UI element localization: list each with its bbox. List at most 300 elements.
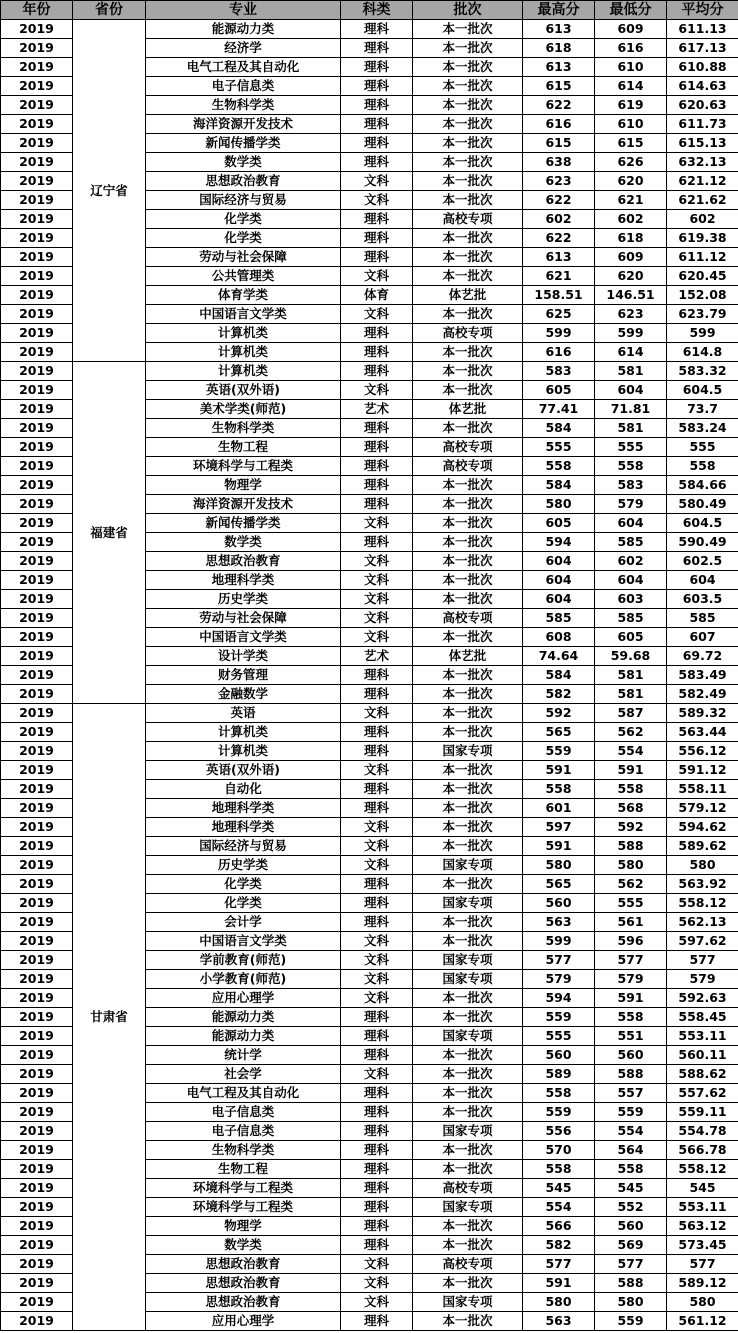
- cell-min-score: 580: [595, 1293, 667, 1312]
- cell-max-score: 591: [523, 1274, 595, 1293]
- cell-batch: 本一批次: [413, 1008, 523, 1027]
- cell-avg-score: 607: [667, 628, 738, 647]
- cell-subject-type: 理科: [341, 723, 413, 742]
- cell-batch: 本一批次: [413, 932, 523, 951]
- cell-subject-type: 文科: [341, 628, 413, 647]
- cell-max-score: 584: [523, 666, 595, 685]
- cell-batch: 本一批次: [413, 58, 523, 77]
- cell-year: 2019: [1, 438, 73, 457]
- cell-major: 计算机类: [146, 362, 341, 381]
- cell-max-score: 570: [523, 1141, 595, 1160]
- cell-avg-score: 563.12: [667, 1217, 738, 1236]
- cell-max-score: 582: [523, 685, 595, 704]
- cell-min-score: 559: [595, 1103, 667, 1122]
- cell-year: 2019: [1, 742, 73, 761]
- cell-avg-score: 583.32: [667, 362, 738, 381]
- cell-year: 2019: [1, 590, 73, 609]
- cell-province: 甘肃省: [73, 704, 146, 1331]
- cell-min-score: 568: [595, 799, 667, 818]
- cell-subject-type: 理科: [341, 495, 413, 514]
- cell-batch: 国家专项: [413, 856, 523, 875]
- cell-subject-type: 文科: [341, 1065, 413, 1084]
- header-major: 专业: [146, 1, 341, 20]
- cell-avg-score: 580: [667, 1293, 738, 1312]
- cell-max-score: 558: [523, 780, 595, 799]
- cell-min-score: 588: [595, 1274, 667, 1293]
- cell-year: 2019: [1, 495, 73, 514]
- cell-batch: 本一批次: [413, 1084, 523, 1103]
- cell-subject-type: 理科: [341, 1103, 413, 1122]
- cell-year: 2019: [1, 875, 73, 894]
- cell-max-score: 560: [523, 894, 595, 913]
- cell-year: 2019: [1, 647, 73, 666]
- cell-subject-type: 文科: [341, 609, 413, 628]
- cell-batch: 本一批次: [413, 989, 523, 1008]
- cell-subject-type: 理科: [341, 1027, 413, 1046]
- cell-min-score: 618: [595, 229, 667, 248]
- cell-batch: 体艺批: [413, 647, 523, 666]
- cell-max-score: 604: [523, 571, 595, 590]
- cell-max-score: 616: [523, 343, 595, 362]
- cell-major: 社会学: [146, 1065, 341, 1084]
- cell-subject-type: 理科: [341, 457, 413, 476]
- cell-year: 2019: [1, 476, 73, 495]
- cell-min-score: 609: [595, 248, 667, 267]
- cell-min-score: 558: [595, 780, 667, 799]
- cell-year: 2019: [1, 400, 73, 419]
- cell-avg-score: 580: [667, 856, 738, 875]
- cell-year: 2019: [1, 552, 73, 571]
- cell-batch: 本一批次: [413, 1236, 523, 1255]
- cell-max-score: 621: [523, 267, 595, 286]
- cell-avg-score: 558.45: [667, 1008, 738, 1027]
- cell-batch: 本一批次: [413, 419, 523, 438]
- cell-subject-type: 文科: [341, 191, 413, 210]
- cell-avg-score: 555: [667, 438, 738, 457]
- cell-avg-score: 560.11: [667, 1046, 738, 1065]
- cell-min-score: 560: [595, 1217, 667, 1236]
- cell-subject-type: 理科: [341, 58, 413, 77]
- cell-min-score: 620: [595, 172, 667, 191]
- cell-year: 2019: [1, 362, 73, 381]
- cell-subject-type: 理科: [341, 685, 413, 704]
- cell-batch: 本一批次: [413, 571, 523, 590]
- cell-year: 2019: [1, 1274, 73, 1293]
- cell-max-score: 580: [523, 495, 595, 514]
- cell-max-score: 608: [523, 628, 595, 647]
- cell-major: 能源动力类: [146, 1027, 341, 1046]
- cell-max-score: 622: [523, 96, 595, 115]
- cell-year: 2019: [1, 685, 73, 704]
- cell-year: 2019: [1, 305, 73, 324]
- cell-major: 设计学类: [146, 647, 341, 666]
- cell-max-score: 613: [523, 58, 595, 77]
- cell-subject-type: 理科: [341, 419, 413, 438]
- cell-subject-type: 文科: [341, 514, 413, 533]
- cell-subject-type: 理科: [341, 894, 413, 913]
- header-avg-score: 平均分: [667, 1, 738, 20]
- cell-year: 2019: [1, 1008, 73, 1027]
- cell-batch: 本一批次: [413, 77, 523, 96]
- cell-year: 2019: [1, 324, 73, 343]
- cell-min-score: 577: [595, 1255, 667, 1274]
- header-year: 年份: [1, 1, 73, 20]
- cell-max-score: 613: [523, 248, 595, 267]
- cell-avg-score: 583.24: [667, 419, 738, 438]
- cell-year: 2019: [1, 1122, 73, 1141]
- cell-max-score: 556: [523, 1122, 595, 1141]
- cell-min-score: 592: [595, 818, 667, 837]
- cell-year: 2019: [1, 1255, 73, 1274]
- cell-subject-type: 文科: [341, 704, 413, 723]
- cell-min-score: 558: [595, 1008, 667, 1027]
- cell-max-score: 558: [523, 1160, 595, 1179]
- cell-batch: 本一批次: [413, 761, 523, 780]
- cell-batch: 本一批次: [413, 134, 523, 153]
- cell-major: 计算机类: [146, 343, 341, 362]
- cell-year: 2019: [1, 1160, 73, 1179]
- cell-year: 2019: [1, 267, 73, 286]
- cell-min-score: 619: [595, 96, 667, 115]
- cell-batch: 本一批次: [413, 495, 523, 514]
- cell-max-score: 563: [523, 1312, 595, 1331]
- cell-min-score: 620: [595, 267, 667, 286]
- cell-max-score: 579: [523, 970, 595, 989]
- cell-subject-type: 理科: [341, 799, 413, 818]
- cell-max-score: 558: [523, 457, 595, 476]
- cell-batch: 本一批次: [413, 590, 523, 609]
- cell-min-score: 581: [595, 362, 667, 381]
- cell-batch: 高校专项: [413, 1179, 523, 1198]
- cell-year: 2019: [1, 799, 73, 818]
- header-min-score: 最低分: [595, 1, 667, 20]
- cell-batch: 本一批次: [413, 723, 523, 742]
- cell-major: 历史学类: [146, 590, 341, 609]
- cell-max-score: 582: [523, 1236, 595, 1255]
- cell-batch: 国家专项: [413, 1198, 523, 1217]
- cell-major: 数学类: [146, 533, 341, 552]
- cell-year: 2019: [1, 913, 73, 932]
- cell-min-score: 552: [595, 1198, 667, 1217]
- cell-min-score: 561: [595, 913, 667, 932]
- cell-batch: 本一批次: [413, 362, 523, 381]
- cell-min-score: 551: [595, 1027, 667, 1046]
- cell-year: 2019: [1, 970, 73, 989]
- cell-year: 2019: [1, 533, 73, 552]
- cell-year: 2019: [1, 191, 73, 210]
- cell-max-score: 604: [523, 590, 595, 609]
- cell-batch: 本一批次: [413, 875, 523, 894]
- cell-min-score: 585: [595, 533, 667, 552]
- cell-major: 电子信息类: [146, 77, 341, 96]
- cell-subject-type: 文科: [341, 837, 413, 856]
- cell-subject-type: 文科: [341, 590, 413, 609]
- cell-batch: 高校专项: [413, 324, 523, 343]
- cell-year: 2019: [1, 419, 73, 438]
- cell-avg-score: 617.13: [667, 39, 738, 58]
- cell-avg-score: 563.44: [667, 723, 738, 742]
- cell-major: 国际经济与贸易: [146, 837, 341, 856]
- cell-max-score: 594: [523, 989, 595, 1008]
- header-subject-type: 科类: [341, 1, 413, 20]
- cell-major: 新闻传播学类: [146, 134, 341, 153]
- cell-avg-score: 620.45: [667, 267, 738, 286]
- cell-batch: 本一批次: [413, 191, 523, 210]
- cell-min-score: 59.68: [595, 647, 667, 666]
- cell-major: 中国语言文学类: [146, 932, 341, 951]
- cell-subject-type: 理科: [341, 1198, 413, 1217]
- cell-avg-score: 557.62: [667, 1084, 738, 1103]
- cell-major: 能源动力类: [146, 1008, 341, 1027]
- table-body: [1, 20, 738, 1331]
- cell-major: 思想政治教育: [146, 1274, 341, 1293]
- cell-min-score: 602: [595, 210, 667, 229]
- cell-subject-type: 文科: [341, 172, 413, 191]
- cell-min-score: 554: [595, 1122, 667, 1141]
- cell-max-score: 560: [523, 1046, 595, 1065]
- cell-batch: 本一批次: [413, 39, 523, 58]
- cell-major: 化学类: [146, 875, 341, 894]
- cell-major: 英语: [146, 704, 341, 723]
- cell-min-score: 585: [595, 609, 667, 628]
- cell-avg-score: 583.49: [667, 666, 738, 685]
- cell-year: 2019: [1, 172, 73, 191]
- cell-min-score: 146.51: [595, 286, 667, 305]
- cell-major: 生物科学类: [146, 1141, 341, 1160]
- cell-max-score: 584: [523, 419, 595, 438]
- cell-major: 地理科学类: [146, 799, 341, 818]
- cell-major: 电气工程及其自动化: [146, 1084, 341, 1103]
- cell-subject-type: 文科: [341, 305, 413, 324]
- cell-max-score: 638: [523, 153, 595, 172]
- cell-avg-score: 594.62: [667, 818, 738, 837]
- cell-avg-score: 558.12: [667, 894, 738, 913]
- cell-max-score: 591: [523, 837, 595, 856]
- cell-subject-type: 理科: [341, 1046, 413, 1065]
- cell-min-score: 602: [595, 552, 667, 571]
- cell-min-score: 603: [595, 590, 667, 609]
- cell-avg-score: 573.45: [667, 1236, 738, 1255]
- cell-batch: 体艺批: [413, 400, 523, 419]
- cell-batch: 高校专项: [413, 438, 523, 457]
- header-row: [1, 1, 738, 20]
- cell-major: 计算机类: [146, 324, 341, 343]
- cell-year: 2019: [1, 609, 73, 628]
- cell-min-score: 555: [595, 894, 667, 913]
- cell-batch: 本一批次: [413, 229, 523, 248]
- cell-major: 思想政治教育: [146, 1255, 341, 1274]
- cell-subject-type: 文科: [341, 989, 413, 1008]
- cell-avg-score: 152.08: [667, 286, 738, 305]
- cell-batch: 国家专项: [413, 1293, 523, 1312]
- cell-batch: 本一批次: [413, 1046, 523, 1065]
- cell-avg-score: 553.11: [667, 1027, 738, 1046]
- cell-avg-score: 556.12: [667, 742, 738, 761]
- cell-avg-score: 585: [667, 609, 738, 628]
- cell-max-score: 594: [523, 533, 595, 552]
- cell-max-score: 577: [523, 1255, 595, 1274]
- cell-avg-score: 603.5: [667, 590, 738, 609]
- cell-min-score: 605: [595, 628, 667, 647]
- cell-max-score: 580: [523, 1293, 595, 1312]
- cell-avg-score: 604.5: [667, 381, 738, 400]
- cell-year: 2019: [1, 1236, 73, 1255]
- cell-max-score: 77.41: [523, 400, 595, 419]
- cell-subject-type: 理科: [341, 438, 413, 457]
- cell-subject-type: 理科: [341, 780, 413, 799]
- cell-major: 物理学: [146, 476, 341, 495]
- cell-min-score: 564: [595, 1141, 667, 1160]
- cell-avg-score: 566.78: [667, 1141, 738, 1160]
- cell-major: 数学类: [146, 1236, 341, 1255]
- cell-province: 福建省: [73, 362, 146, 704]
- cell-avg-score: 584.66: [667, 476, 738, 495]
- cell-major: 化学类: [146, 894, 341, 913]
- cell-batch: 本一批次: [413, 381, 523, 400]
- cell-max-score: 559: [523, 742, 595, 761]
- cell-max-score: 545: [523, 1179, 595, 1198]
- cell-major: 生物工程: [146, 1160, 341, 1179]
- cell-max-score: 584: [523, 476, 595, 495]
- cell-subject-type: 理科: [341, 913, 413, 932]
- cell-batch: 高校专项: [413, 609, 523, 628]
- cell-min-score: 621: [595, 191, 667, 210]
- cell-subject-type: 理科: [341, 1122, 413, 1141]
- cell-year: 2019: [1, 723, 73, 742]
- cell-major: 应用心理学: [146, 1312, 341, 1331]
- cell-year: 2019: [1, 1293, 73, 1312]
- cell-batch: 本一批次: [413, 780, 523, 799]
- cell-batch: 国家专项: [413, 970, 523, 989]
- cell-max-score: 615: [523, 77, 595, 96]
- header-batch: 批次: [413, 1, 523, 20]
- cell-batch: 本一批次: [413, 1274, 523, 1293]
- cell-year: 2019: [1, 58, 73, 77]
- cell-max-score: 554: [523, 1198, 595, 1217]
- cell-batch: 本一批次: [413, 172, 523, 191]
- cell-batch: 本一批次: [413, 666, 523, 685]
- cell-major: 劳动与社会保障: [146, 609, 341, 628]
- cell-subject-type: 理科: [341, 324, 413, 343]
- cell-major: 公共管理类: [146, 267, 341, 286]
- cell-batch: 体艺批: [413, 286, 523, 305]
- cell-avg-score: 611.12: [667, 248, 738, 267]
- cell-avg-score: 589.62: [667, 837, 738, 856]
- cell-avg-score: 602.5: [667, 552, 738, 571]
- cell-min-score: 614: [595, 77, 667, 96]
- cell-max-score: 604: [523, 552, 595, 571]
- cell-avg-score: 615.13: [667, 134, 738, 153]
- cell-max-score: 616: [523, 115, 595, 134]
- cell-max-score: 577: [523, 951, 595, 970]
- cell-year: 2019: [1, 1103, 73, 1122]
- cell-max-score: 580: [523, 856, 595, 875]
- cell-subject-type: 理科: [341, 1312, 413, 1331]
- cell-major: 生物科学类: [146, 96, 341, 115]
- cell-max-score: 615: [523, 134, 595, 153]
- cell-major: 计算机类: [146, 723, 341, 742]
- cell-batch: 本一批次: [413, 1217, 523, 1236]
- cell-major: 化学类: [146, 210, 341, 229]
- cell-year: 2019: [1, 989, 73, 1008]
- cell-min-score: 626: [595, 153, 667, 172]
- cell-avg-score: 610.88: [667, 58, 738, 77]
- cell-min-score: 614: [595, 343, 667, 362]
- cell-major: 化学类: [146, 229, 341, 248]
- cell-subject-type: 理科: [341, 1160, 413, 1179]
- cell-subject-type: 文科: [341, 932, 413, 951]
- cell-min-score: 71.81: [595, 400, 667, 419]
- cell-max-score: 559: [523, 1008, 595, 1027]
- cell-avg-score: 558.11: [667, 780, 738, 799]
- cell-avg-score: 577: [667, 951, 738, 970]
- cell-batch: 本一批次: [413, 799, 523, 818]
- cell-major: 经济学: [146, 39, 341, 58]
- cell-subject-type: 文科: [341, 267, 413, 286]
- cell-avg-score: 73.7: [667, 400, 738, 419]
- cell-major: 能源动力类: [146, 20, 341, 39]
- cell-avg-score: 592.63: [667, 989, 738, 1008]
- cell-batch: 本一批次: [413, 1103, 523, 1122]
- cell-min-score: 596: [595, 932, 667, 951]
- cell-avg-score: 621.62: [667, 191, 738, 210]
- cell-subject-type: 理科: [341, 39, 413, 58]
- cell-subject-type: 文科: [341, 856, 413, 875]
- cell-subject-type: 理科: [341, 1236, 413, 1255]
- cell-max-score: 555: [523, 1027, 595, 1046]
- cell-subject-type: 理科: [341, 229, 413, 248]
- cell-avg-score: 611.73: [667, 115, 738, 134]
- cell-major: 环境科学与工程类: [146, 1198, 341, 1217]
- cell-max-score: 74.64: [523, 647, 595, 666]
- cell-subject-type: 文科: [341, 970, 413, 989]
- cell-year: 2019: [1, 837, 73, 856]
- table-row: [1, 20, 738, 39]
- cell-batch: 本一批次: [413, 1141, 523, 1160]
- cell-min-score: 610: [595, 115, 667, 134]
- cell-year: 2019: [1, 229, 73, 248]
- cell-avg-score: 604.5: [667, 514, 738, 533]
- cell-subject-type: 理科: [341, 248, 413, 267]
- cell-year: 2019: [1, 951, 73, 970]
- cell-avg-score: 589.32: [667, 704, 738, 723]
- cell-batch: 本一批次: [413, 305, 523, 324]
- cell-min-score: 579: [595, 495, 667, 514]
- cell-subject-type: 艺术: [341, 400, 413, 419]
- cell-avg-score: 597.62: [667, 932, 738, 951]
- cell-subject-type: 理科: [341, 20, 413, 39]
- cell-min-score: 577: [595, 951, 667, 970]
- cell-major: 国际经济与贸易: [146, 191, 341, 210]
- cell-min-score: 581: [595, 419, 667, 438]
- cell-major: 新闻传播学类: [146, 514, 341, 533]
- cell-subject-type: 文科: [341, 761, 413, 780]
- cell-avg-score: 614.63: [667, 77, 738, 96]
- cell-batch: 高校专项: [413, 210, 523, 229]
- cell-batch: 本一批次: [413, 685, 523, 704]
- cell-avg-score: 554.78: [667, 1122, 738, 1141]
- cell-major: 计算机类: [146, 742, 341, 761]
- cell-year: 2019: [1, 115, 73, 134]
- cell-year: 2019: [1, 818, 73, 837]
- cell-subject-type: 文科: [341, 951, 413, 970]
- cell-year: 2019: [1, 457, 73, 476]
- cell-batch: 本一批次: [413, 96, 523, 115]
- cell-min-score: 559: [595, 1312, 667, 1331]
- cell-min-score: 560: [595, 1046, 667, 1065]
- cell-avg-score: 590.49: [667, 533, 738, 552]
- cell-max-score: 555: [523, 438, 595, 457]
